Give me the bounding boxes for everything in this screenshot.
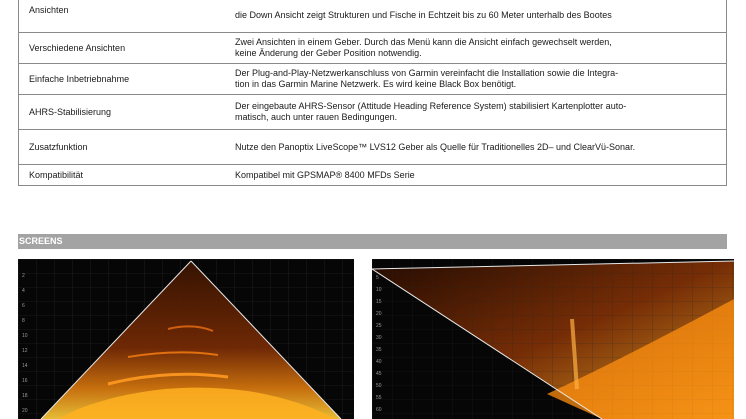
depth-tick-label: 30 xyxy=(376,335,382,341)
spec-label: Verschiedene Ansichten xyxy=(19,33,226,64)
spec-row-ahrs-stabilisierung xyxy=(19,95,727,130)
spec-description xyxy=(225,130,727,165)
spec-table xyxy=(18,0,727,186)
spec-description-line: Der eingebaute AHRS-Sensor (Attitude Heading Reference System) stabilisiert Kartenplotter auto- xyxy=(235,101,627,111)
spec-description xyxy=(225,0,727,33)
forward-view-screenshot xyxy=(372,259,734,419)
spec-description xyxy=(225,33,727,64)
spec-description-line: Der Plug-and-Play-Netzwerkanschluss von Garmin vereinfacht die Installation sowie die Integra- xyxy=(235,68,619,78)
depth-tick-label: 5 xyxy=(376,275,379,281)
spec-label: Einfache Inbetriebnahme xyxy=(19,64,226,95)
spec-description-line: tion in das Garmin Marine Netzwerk. Es wird keine Black Box benötigt. xyxy=(235,79,517,89)
depth-tick-label: 50 xyxy=(376,383,382,389)
depth-tick-label: 10 xyxy=(22,333,28,339)
spec-label: Kompatibilität xyxy=(19,165,226,186)
spec-label: AHRS-Stabilisierung xyxy=(19,95,226,130)
forward-view-sonar-image xyxy=(372,259,734,419)
spec-label: Ansichten xyxy=(19,0,226,33)
depth-tick-label: 10 xyxy=(376,287,382,293)
depth-tick-label: 20 xyxy=(376,311,382,317)
spec-row-verschiedene-ansichten xyxy=(19,33,727,64)
spec-description-line: Zwei Ansichten in einem Geber. Durch das Menü kann die Ansicht einfach gewechselt werden, xyxy=(235,37,612,47)
depth-tick-label: 60 xyxy=(376,407,382,413)
spec-description xyxy=(225,64,727,95)
spec-description-line: Nutze den Panoptix LiveScope™ LVS12 Geber als Quelle für Traditionelles 2D– und ClearVü-Sonar. xyxy=(235,141,636,152)
down-view-sonar-image xyxy=(18,259,354,419)
spec-row-zusatzfunktion xyxy=(19,130,727,165)
spec-description-line: Kompatibel mit GPSMAP® 8400 MFDs Serie xyxy=(235,169,415,180)
depth-tick-label: 14 xyxy=(22,363,28,369)
depth-tick-label: 2 xyxy=(22,273,25,279)
depth-tick-label: 6 xyxy=(22,303,25,309)
spec-row-ansichten xyxy=(19,0,727,33)
spec-description-line: die Down Ansicht zeigt Strukturen und Fische in Echtzeit bis zu 60 Meter unterhalb des Bootes xyxy=(235,10,612,20)
down-view-screenshot xyxy=(18,259,354,419)
depth-tick-label: 20 xyxy=(22,408,28,414)
spec-description xyxy=(225,95,727,130)
depth-tick-label: 18 xyxy=(22,393,28,399)
spec-description-line: keine Änderung der Geber Position notwendig. xyxy=(235,48,422,58)
depth-tick-label: 35 xyxy=(376,347,382,353)
spec-description xyxy=(225,165,727,186)
depth-tick-label: 16 xyxy=(22,378,28,384)
depth-tick-label: 45 xyxy=(376,371,382,377)
depth-tick-label: 15 xyxy=(376,299,382,305)
depth-tick-label: 55 xyxy=(376,395,382,401)
screens-heading: SCREENS xyxy=(18,234,727,249)
depth-tick-label: 4 xyxy=(22,288,25,294)
spec-row-kompatibilitaet xyxy=(19,165,727,186)
depth-tick-label: 8 xyxy=(22,318,25,324)
spec-row-einfache-inbetriebnahme xyxy=(19,64,727,95)
depth-tick-label: 25 xyxy=(376,323,382,329)
depth-tick-label: 40 xyxy=(376,359,382,365)
depth-tick-label: 12 xyxy=(22,348,28,354)
spec-label: Zusatzfunktion xyxy=(19,130,226,165)
spec-description-line: matisch, auch unter rauen Bedingungen. xyxy=(235,112,398,122)
